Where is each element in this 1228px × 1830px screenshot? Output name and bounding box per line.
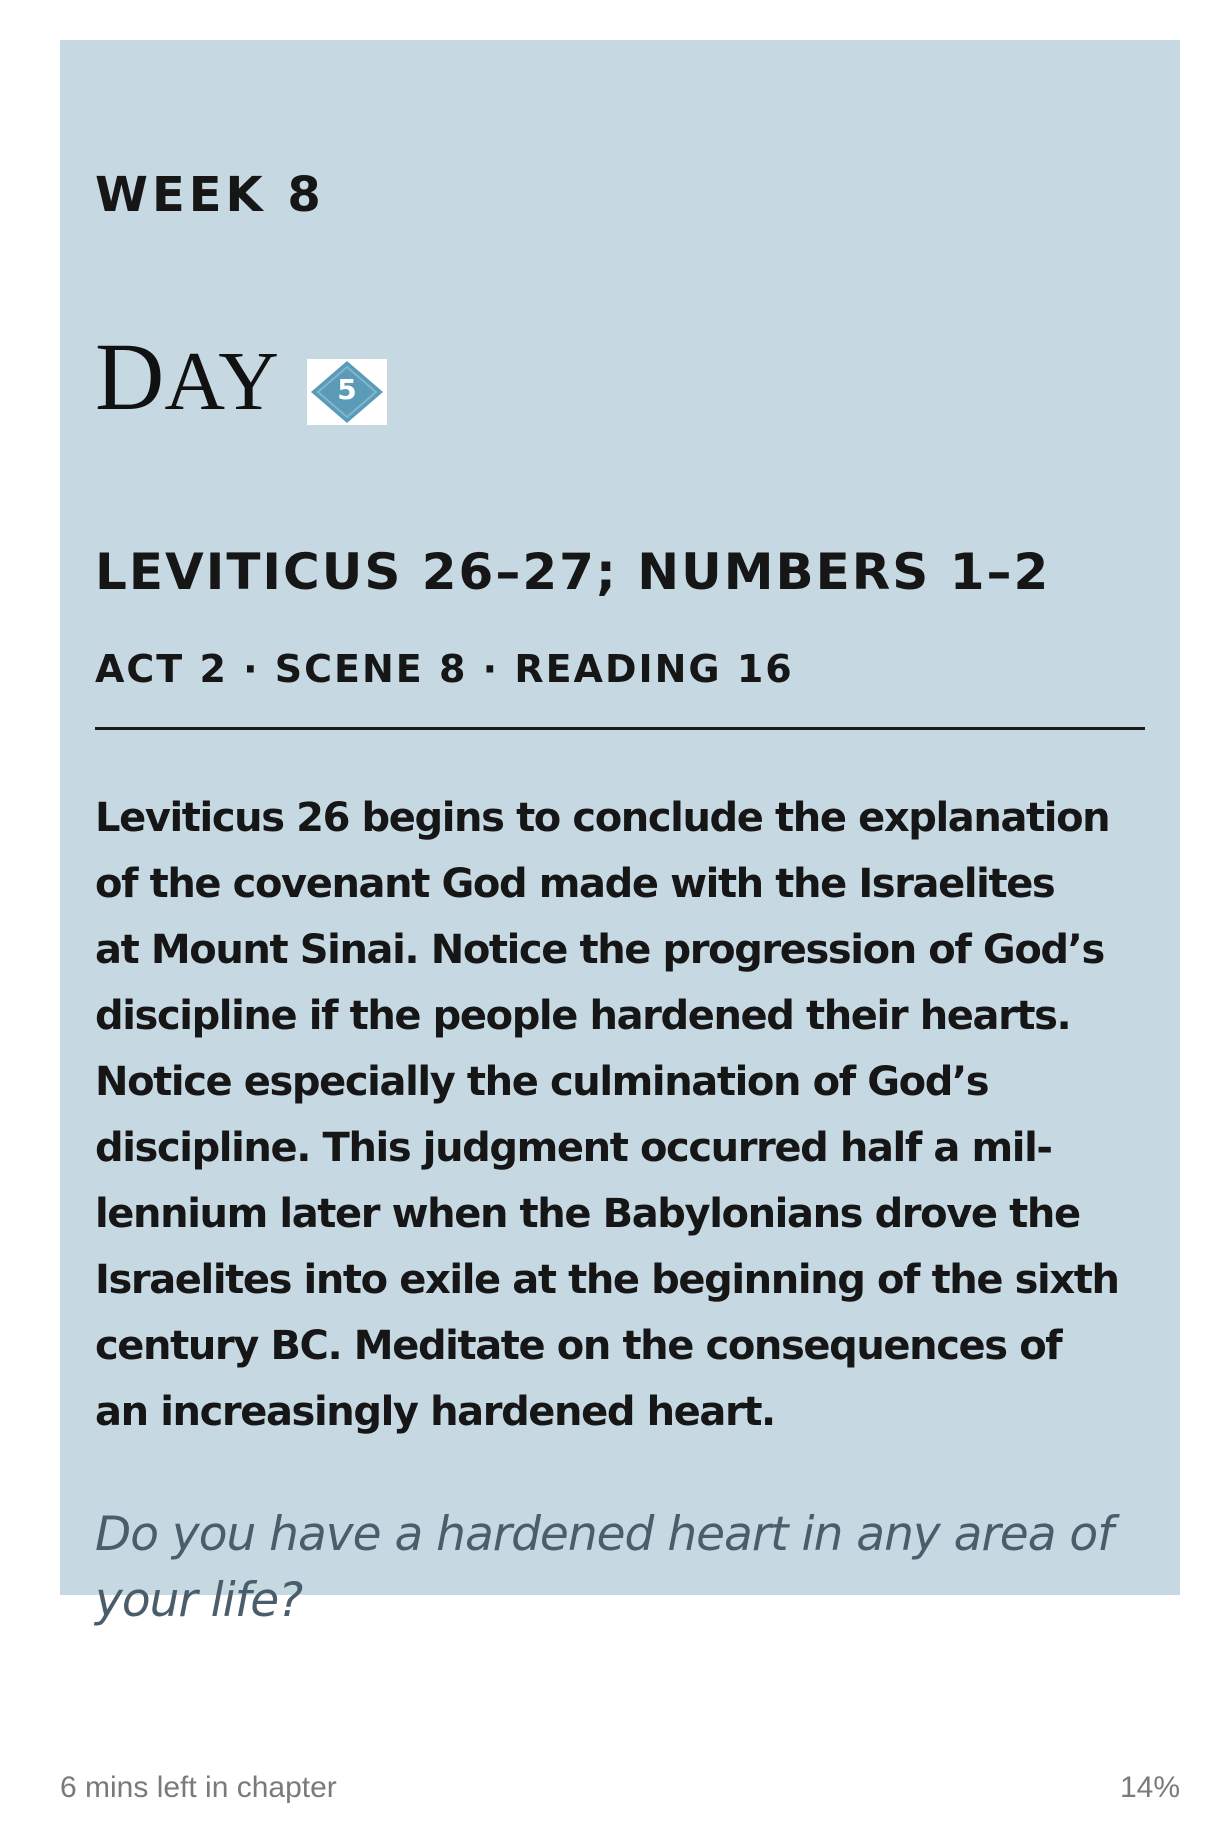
summary-line: lennium later when the Babylonians drove the bbox=[95, 1191, 1080, 1237]
summary-line: discipline. This judgment occurred half a mil- bbox=[95, 1125, 1052, 1171]
divider bbox=[95, 727, 1145, 730]
reflection-question bbox=[95, 1502, 1157, 1634]
day-number-badge bbox=[307, 359, 387, 425]
day-number: 5 bbox=[337, 373, 357, 406]
progress-percent: 14% bbox=[1119, 1771, 1180, 1804]
summary-line: Notice especially the culmination of God’s bbox=[95, 1059, 989, 1105]
summary-line: of the covenant God made with the Israelites bbox=[95, 861, 1055, 907]
time-left-indicator: 6 mins left in chapter bbox=[60, 1771, 337, 1804]
summary-line: Leviticus 26 begins to conclude the explanation bbox=[95, 795, 1110, 841]
summary-line: Israelites into exile at the beginning of the sixth bbox=[95, 1257, 1119, 1303]
week-label: WEEK 8 bbox=[95, 167, 325, 223]
summary-line: century BC. Meditate on the consequences of bbox=[95, 1323, 1062, 1369]
passage-reference: LEVITICUS 26–27; NUMBERS 1–2 bbox=[95, 543, 1051, 601]
reading-summary bbox=[95, 785, 1157, 1445]
reading-card bbox=[60, 40, 1180, 1628]
act-scene-reading: ACT 2 · SCENE 8 · READING 16 bbox=[95, 647, 794, 691]
question-line: your life? bbox=[95, 1573, 303, 1628]
day-title-rest: AY bbox=[164, 335, 280, 428]
day-title-initial: D bbox=[95, 323, 165, 430]
question-line: Do you have a hardened heart in any area of bbox=[95, 1507, 1113, 1562]
summary-line: discipline if the people hardened their hearts. bbox=[95, 993, 1071, 1039]
summary-line: an increasingly hardened heart. bbox=[95, 1389, 775, 1435]
day-title bbox=[95, 322, 280, 437]
summary-line: at Mount Sinai. Notice the progression of God’s bbox=[95, 927, 1104, 973]
